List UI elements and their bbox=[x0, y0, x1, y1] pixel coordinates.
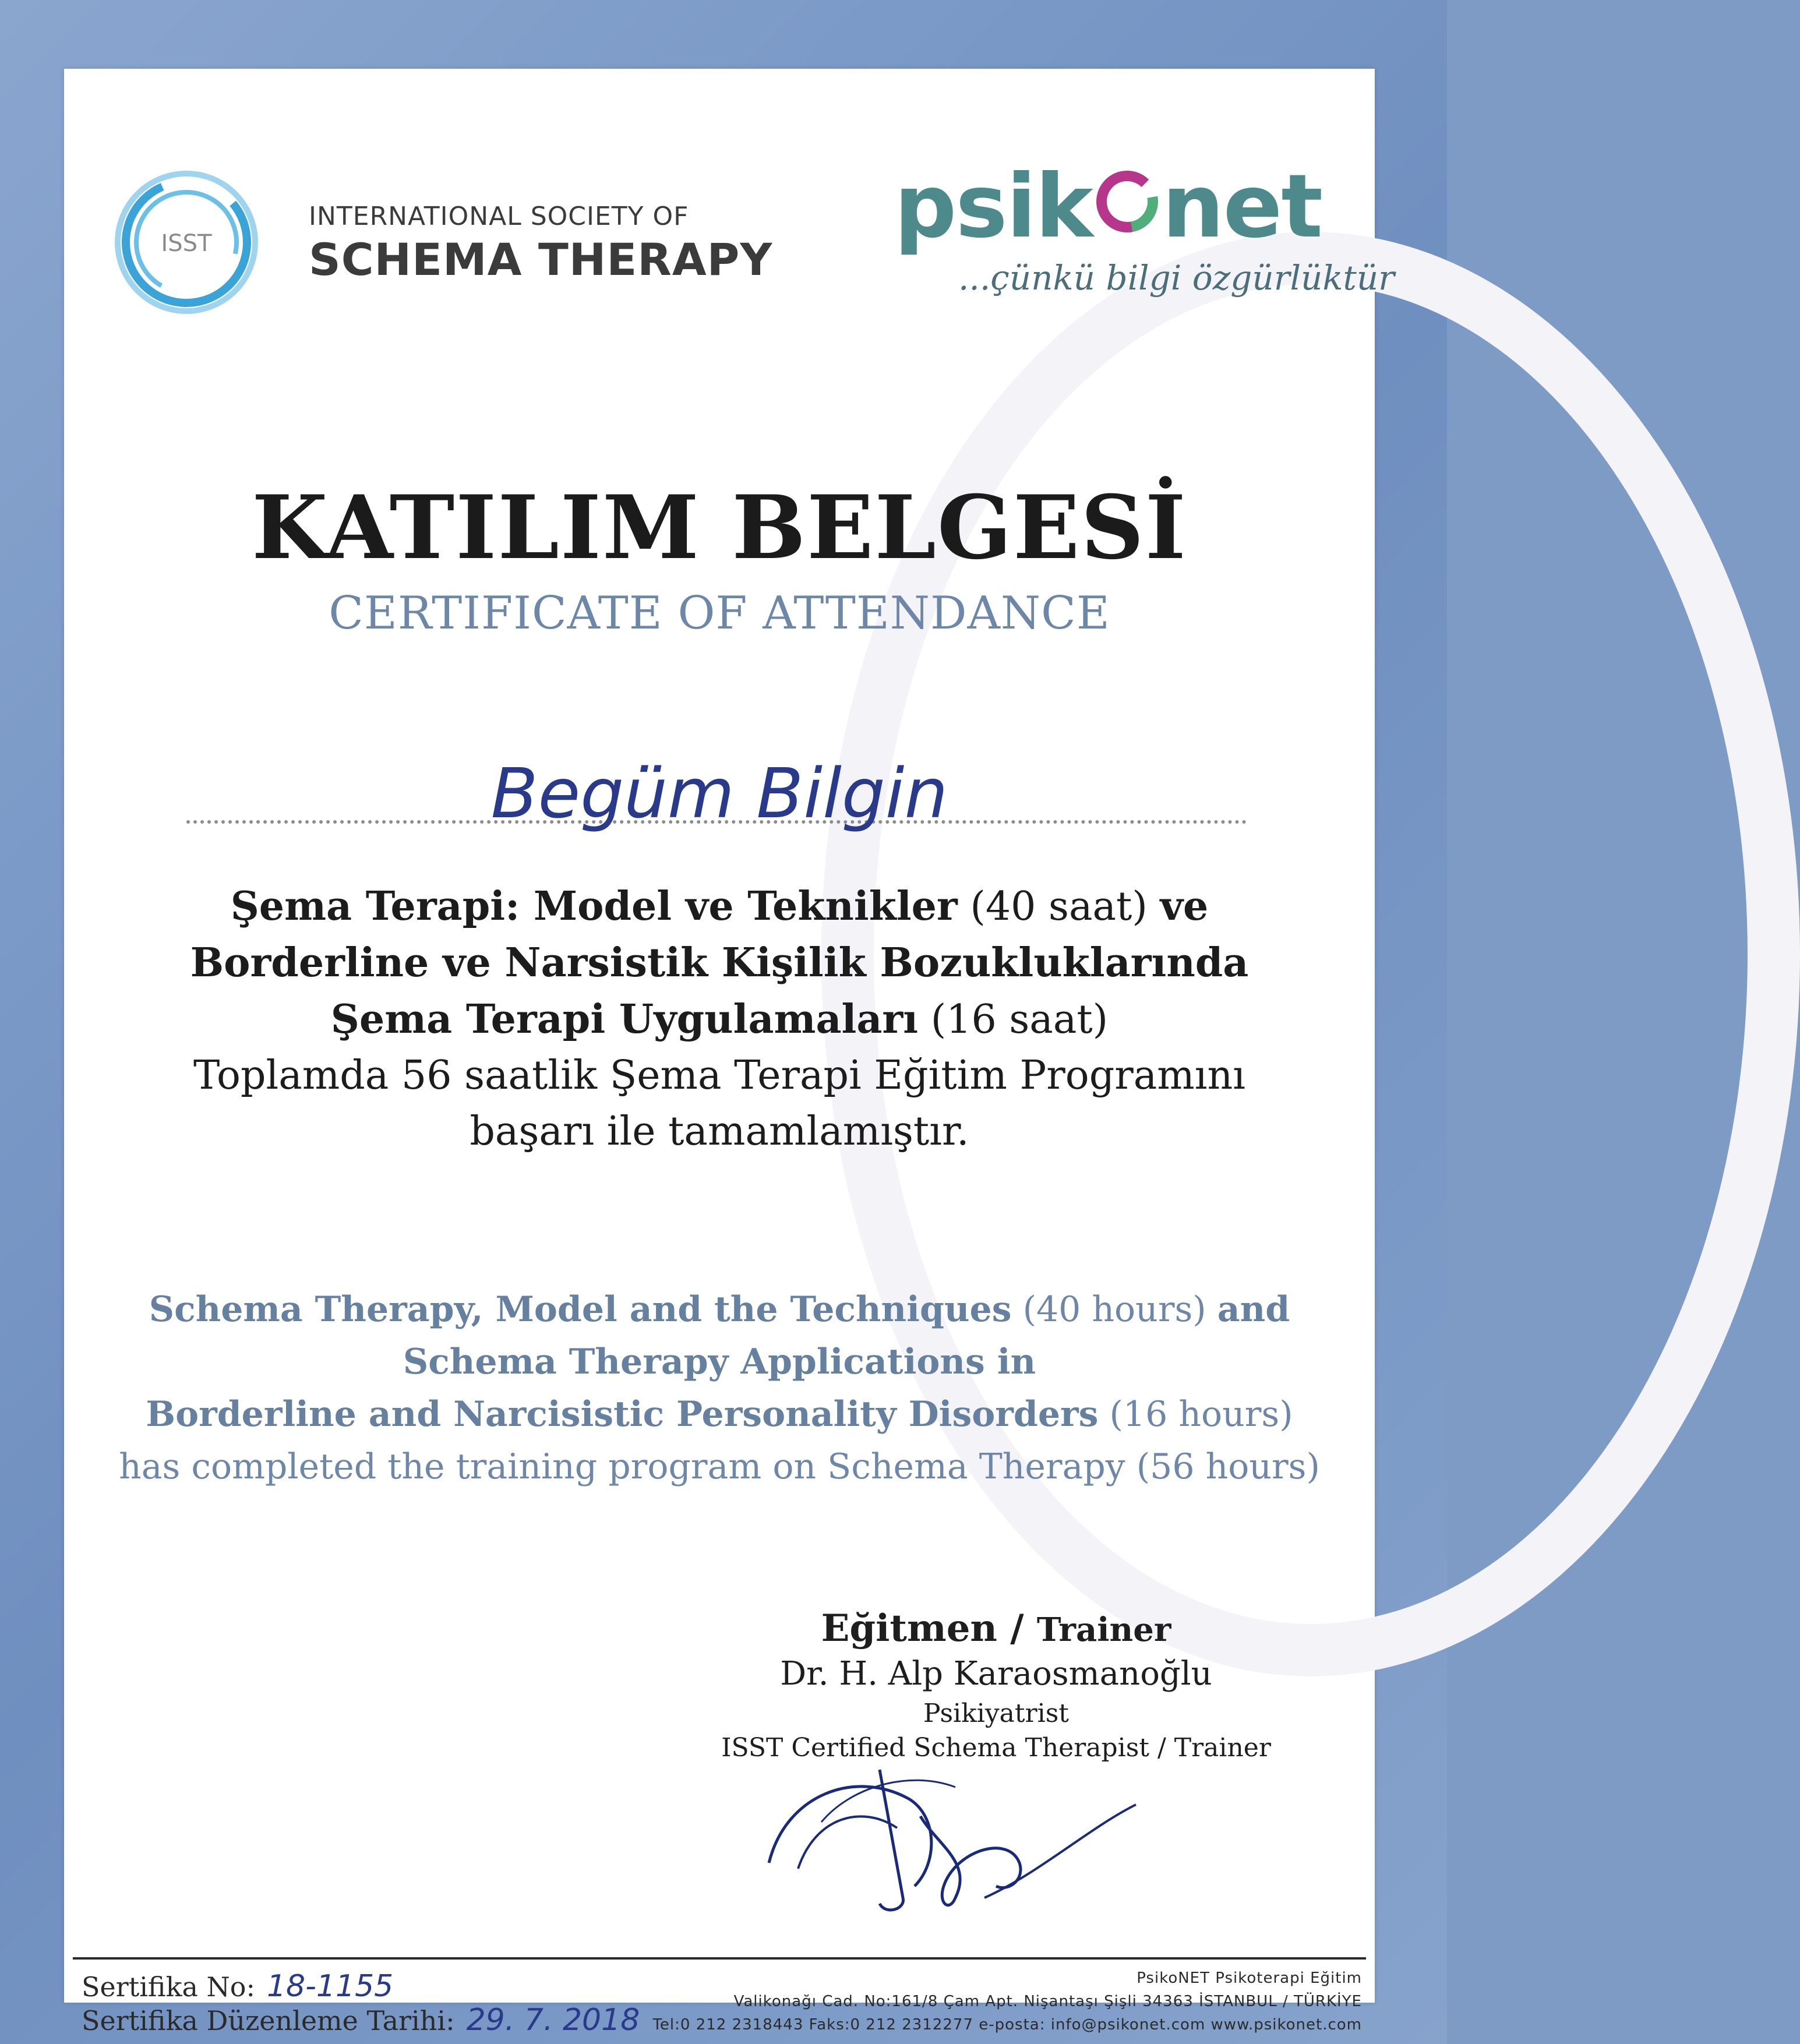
psikonet-word-left: psik bbox=[894, 156, 1092, 257]
certificate-issue-date: Sertifika Düzenleme Tarihi: 29. 7. 2018 bbox=[82, 2003, 640, 2038]
trainer-block bbox=[647, 1607, 1346, 1763]
trainer-signature-icon bbox=[763, 1746, 1171, 1921]
certificate-title-english: CERTIFICATE OF ATTENDANCE bbox=[329, 587, 1110, 640]
certificate-issue-date-value: 29. 7. 2018 bbox=[466, 2003, 640, 2038]
certificate-number-value: 18-1155 bbox=[266, 1969, 394, 2004]
organization-name: PsikoNET Psikoterapi Eğitim bbox=[1137, 1969, 1362, 1987]
footer-divider bbox=[73, 1957, 1366, 1960]
trainer-heading: Eğitmen / Trainer bbox=[821, 1607, 1171, 1650]
organization-address: Valikonağı Cad. No:161/8 Çam Apt. Nişantaşı Şişli 34363 İSTANBUL / TÜRKİYE bbox=[733, 1993, 1362, 2010]
psikonet-logo bbox=[894, 156, 1395, 366]
isst-badge-text: ISST bbox=[161, 230, 212, 257]
body-tr-line2: Borderline ve Narsistik Kişilik Bozukluklarında bbox=[190, 940, 1249, 986]
psikonet-slogan: ...çünkü bilgi özgürlüktür bbox=[958, 258, 1395, 298]
isst-title bbox=[309, 202, 772, 285]
trainer-certification: ISST Certified Schema Therapist / Trainer bbox=[721, 1733, 1271, 1763]
certificate-title-turkish: KATILIM BELGESİ bbox=[252, 476, 1187, 579]
body-tr-line4: Toplamda 56 saatlik Şema Terapi Eğitim Programını bbox=[193, 1053, 1246, 1099]
isst-title-line2: SCHEMA THERAPY bbox=[309, 234, 773, 285]
course-description-english bbox=[64, 1283, 1375, 1493]
certificate-page bbox=[64, 69, 1395, 2038]
psikonet-wordmark bbox=[894, 156, 1322, 257]
body-tr-line5: başarı ile tamamlamıştır. bbox=[470, 1109, 969, 1155]
body-en-line2: Schema Therapy Applications in bbox=[403, 1342, 1036, 1382]
body-en-line1: Schema Therapy, Model and the Techniques (40 hours) and bbox=[149, 1289, 1290, 1330]
course-description-turkish bbox=[64, 878, 1375, 1160]
trainer-name: Dr. H. Alp Karaosmanoğlu bbox=[780, 1655, 1212, 1693]
isst-title-line1: INTERNATIONAL SOCIETY OF bbox=[309, 202, 689, 231]
trainer-title: Psikiyatrist bbox=[923, 1699, 1069, 1728]
recipient-name: Begüm Bilgin bbox=[490, 753, 948, 834]
organization-address-block bbox=[652, 1967, 1362, 2036]
body-tr-line1: Şema Terapi: Model ve Teknikler (40 saat) ve bbox=[230, 883, 1209, 930]
organization-contact: Tel:0 212 2318443 Faks:0 212 2312277 e-posta: info@psikonet.com www.psikonet.com bbox=[652, 2016, 1362, 2034]
body-en-line3: Borderline and Narcisistic Personality Disorders (16 hours) bbox=[146, 1394, 1293, 1435]
body-en-line4: has completed the training program on Schema Therapy (56 hours) bbox=[119, 1446, 1320, 1487]
psikonet-word-right: net bbox=[1162, 156, 1322, 257]
isst-logo-icon bbox=[111, 167, 262, 318]
psikonet-o-ring-icon bbox=[1092, 167, 1162, 236]
certificate-number: Sertifika No: 18-1155 bbox=[82, 1969, 394, 2004]
body-tr-line3: Şema Terapi Uygulamaları (16 saat) bbox=[330, 996, 1109, 1043]
